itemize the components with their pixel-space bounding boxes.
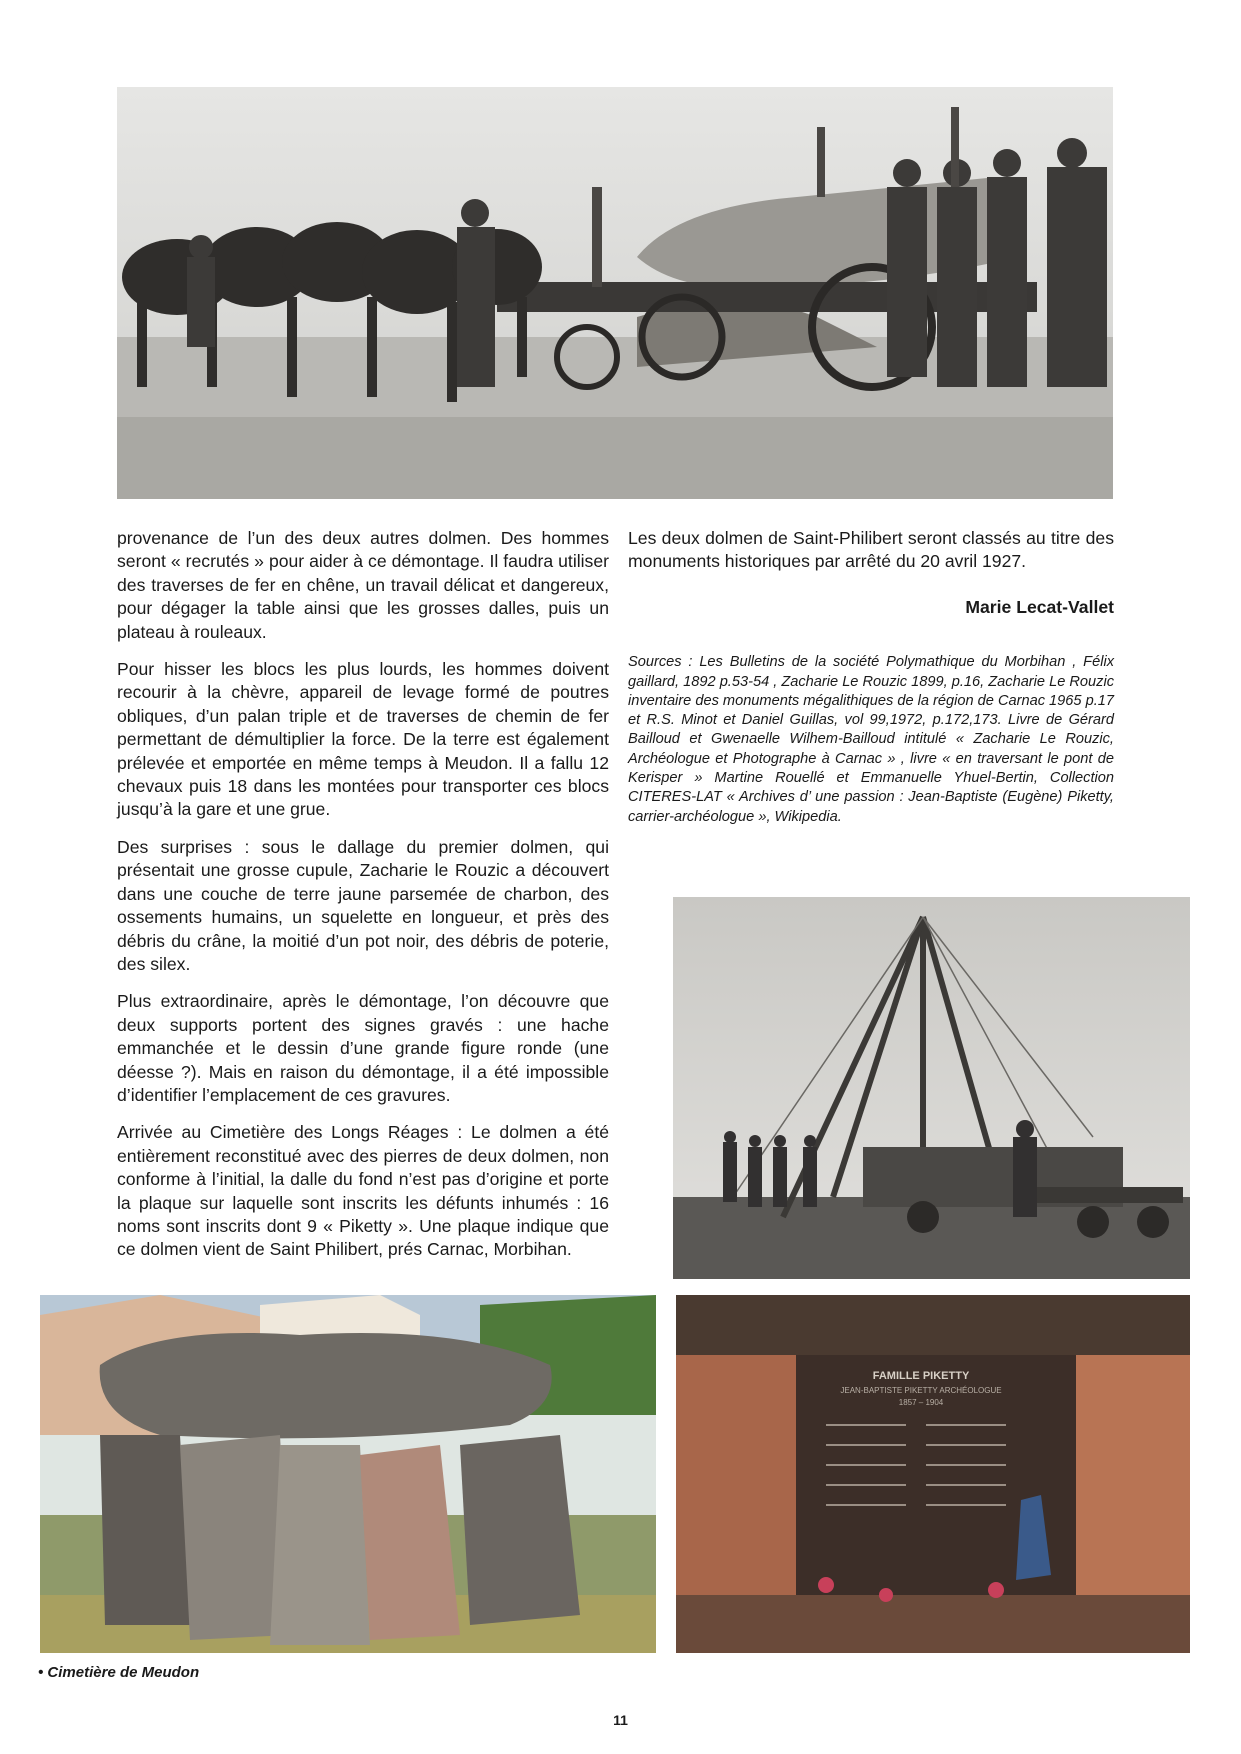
plaque-dates: 1857 – 1904: [898, 1398, 944, 1407]
author-signature: Marie Lecat-Vallet: [965, 596, 1114, 617]
photo-horse-convoy: [117, 87, 1113, 499]
page-number: 11: [613, 1712, 628, 1728]
sources-note: Sources : Les Bulletins de la société Polymathique du Morbihan , Félix gaillard, 1892 p.53-54 , Zacharie Le Rouzic 1899, p.16, Zacharie Le Rouzic inventaire des monuments mégalithiques de la région de Carnac 1965 p.17 et R.S. Minot et Daniel Guillas, vol 99,1972, p.172,173. Livre de Gérard Bailloud et Gwenaelle Wilhem-Bailloud intitulé « Zacharie Le Rouzic, Archéologue et Photographe à Carnac » , livre « en traversant le pont de Kerisper » Martine Rouellé et Emmanuelle Yhuel-Bertin, Collection CITERES-LAT « Archives d’ une passion : Jean-Baptiste (Eugène) Piketty, carrier-archéologue », Wikipedia.: [628, 654, 1114, 825]
paragraph: Pour hisser les blocs les plus lourds, les hommes doivent recourir à la chèvre, appareil de levage formé de poutres obliques, d’un palan triple et de traverses de chemin de fer permettant de démultiplier la force. De la terre est également prélevée et emportée en même temps à Meudon. Il a fallu 12 chevaux puis 18 dans les montées pour transporter ces blocs jusqu’à la gare et une grue.: [117, 659, 609, 820]
article-left-column: [117, 527, 609, 1276]
photo-caption: • Cimetière de Meudon: [38, 1664, 200, 1681]
paragraph: Plus extraordinaire, après le démontage, l’on découvre que deux supports portent des signes gravés : une hache emmanchée et le dessin d’une grande figure ronde (une déesse ?). Mais en raison du démontage, il a été impossible d’identifier l’emplacement de ces gravures.: [117, 991, 609, 1105]
photo-dolmen-cemetery: [40, 1295, 656, 1653]
paragraph: Des surprises : sous le dallage du premier dolmen, qui présentait une grosse cupule, Zacharie le Rouzic a découvert dans une couche de terre jaune parsemée de charbon, des ossements humains, un squelette en longueur, et près des débris du crâne, la moitié d’un pot noir, des débris de poterie, des silex.: [117, 836, 609, 974]
paragraph: Les deux dolmen de Saint-Philibert seront classés au titre des monuments historiques par arrêté du 20 avril 1927.: [628, 528, 1114, 572]
article-right-column: [628, 527, 1114, 827]
paragraph: provenance de l’un des deux autres dolmen. Des hommes seront « recrutés » pour aider à ce démontage. Il faudra utiliser des traverses de fer en chêne, un travail délicat et dangereux, pour dégager la table ainsi que les grosses dalles, puis un plateau à rouleaux.: [117, 528, 609, 642]
plaque-title: FAMILLE PIKETTY: [872, 1370, 970, 1382]
paragraph: Arrivée au Cimetière des Longs Réages : Le dolmen a été entièrement reconstitué avec des pierres de deux dolmen, non conforme à l’initial, la dalle du fond n’est pas d’origine et porte la plaque sur laquelle sont inscrits les défunts inhumés : 16 noms sont inscrits dont 9 « Piketty ». Une plaque indique que ce dolmen vient de Saint Philibert, prés Carnac, Morbihan.: [117, 1122, 609, 1260]
plaque-subtitle: JEAN-BAPTISTE PIKETTY ARCHÉOLOGUE: [840, 1386, 1002, 1395]
photo-lifting-frame: [673, 897, 1190, 1279]
photo-piketty-plaque: [676, 1295, 1190, 1653]
